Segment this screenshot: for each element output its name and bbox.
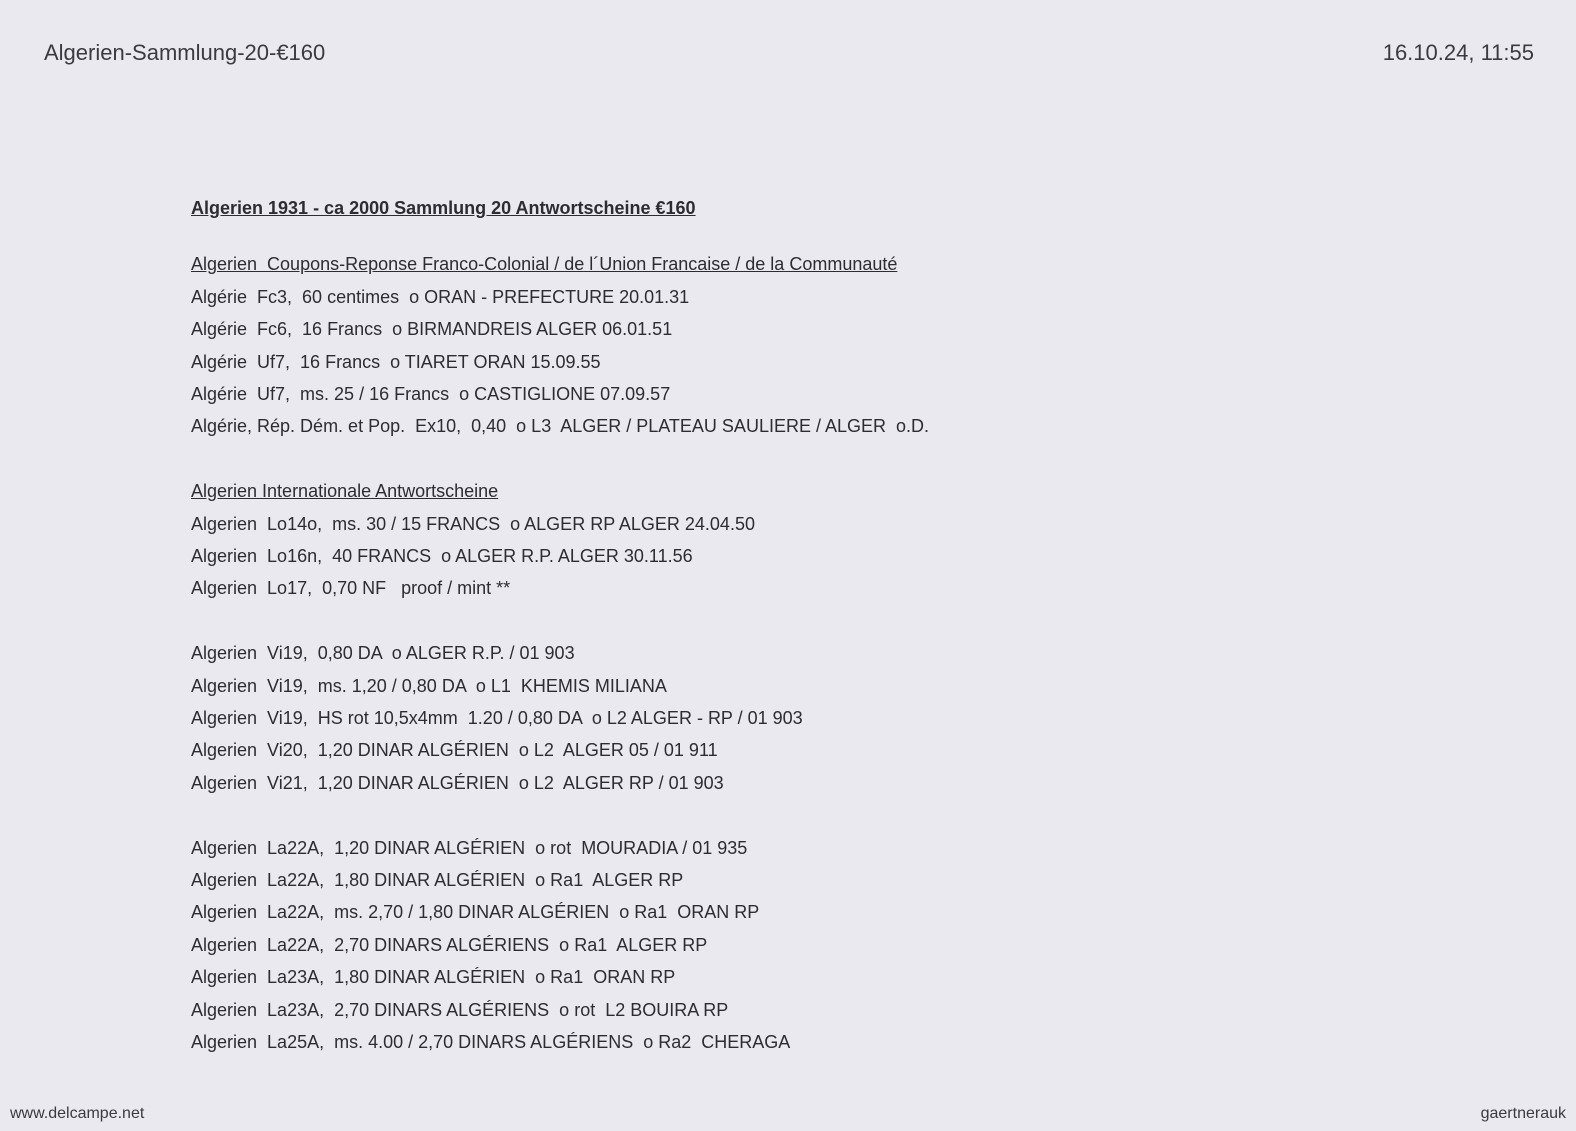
list-item: Algerien Vi19, HS rot 10,5x4mm 1.20 / 0,80 DA o L2 ALGER - RP / 01 903 bbox=[191, 708, 803, 729]
list-item: Algérie Fc3, 60 centimes o ORAN - PREFECTURE 20.01.31 bbox=[191, 286, 690, 307]
print-datetime: 16.10.24, 11:55 bbox=[1382, 40, 1534, 65]
list-item: Algérie, Rép. Dém. et Pop. Ex10, 0,40 o L3 ALGER / PLATEAU SAULIERE / ALGER o.D. bbox=[191, 416, 930, 437]
collection-description bbox=[191, 192, 1391, 1059]
seller-name: gaertnerauk bbox=[1480, 1105, 1566, 1122]
list-item: Algerien Vi21, 1,20 DINAR ALGÉRIEN o L2 ALGER RP / 01 903 bbox=[191, 772, 724, 793]
section-heading: Algerien Internationale Antwortscheine bbox=[191, 481, 499, 502]
list-item: Algerien La22A, 1,20 DINAR ALGÉRIEN o rot MOURADIA / 01 935 bbox=[191, 837, 748, 858]
list-item: Algerien La23A, 1,80 DINAR ALGÉRIEN o Ra1 ORAN RP bbox=[191, 967, 676, 988]
spacer bbox=[191, 605, 1391, 637]
list-item: Algerien La23A, 2,70 DINARS ALGÉRIENS o rot L2 BOUIRA RP bbox=[191, 999, 729, 1020]
list-item: Algerien La22A, ms. 2,70 / 1,80 DINAR ALGÉRIEN o Ra1 ORAN RP bbox=[191, 902, 760, 923]
footer bbox=[10, 1105, 1566, 1123]
list-item: Algerien Lo14o, ms. 30 / 15 FRANCS o ALGER RP ALGER 24.04.50 bbox=[191, 513, 755, 534]
section-lausanne bbox=[191, 832, 1391, 1059]
list-item: Algerien Lo17, 0,70 NF proof / mint ** bbox=[191, 578, 511, 599]
page-header bbox=[44, 38, 1534, 68]
source-site: www.delcampe.net bbox=[10, 1105, 145, 1122]
list-item: Algerien La25A, ms. 4.00 / 2,70 DINARS ALGÉRIENS o Ra2 CHERAGA bbox=[191, 1032, 791, 1053]
list-item: Algerien Vi19, ms. 1,20 / 0,80 DA o L1 KHEMIS MILIANA bbox=[191, 675, 667, 696]
list-item: Algerien La22A, 1,80 DINAR ALGÉRIEN o Ra1 ALGER RP bbox=[191, 870, 684, 891]
list-item: Algerien Vi19, 0,80 DA o ALGER R.P. / 01 903 bbox=[191, 643, 575, 664]
collection-title: Algerien 1931 - ca 2000 Sammlung 20 Antwortscheine €160 bbox=[191, 198, 696, 218]
document-title-header: Algerien-Sammlung-20-€160 bbox=[44, 40, 326, 65]
spacer bbox=[191, 443, 1391, 475]
spacer bbox=[191, 799, 1391, 831]
list-item: Algérie Fc6, 16 Francs o BIRMANDREIS ALGER 06.01.51 bbox=[191, 319, 673, 340]
list-item: Algérie Uf7, 16 Francs o TIARET ORAN 15.09.55 bbox=[191, 351, 601, 372]
list-item: Algerien Lo16n, 40 FRANCS o ALGER R.P. ALGER 30.11.56 bbox=[191, 546, 693, 567]
section-heading: Algerien Coupons-Reponse Franco-Colonial / de l´Union Francaise / de la Communauté bbox=[191, 254, 898, 275]
section-vienna bbox=[191, 637, 1391, 799]
section-franco-colonial bbox=[191, 248, 1391, 442]
list-item: Algérie Uf7, ms. 25 / 16 Francs o CASTIGLIONE 07.09.57 bbox=[191, 384, 671, 405]
list-item: Algerien La22A, 2,70 DINARS ALGÉRIENS o Ra1 ALGER RP bbox=[191, 934, 708, 955]
section-international bbox=[191, 475, 1391, 605]
list-item: Algerien Vi20, 1,20 DINAR ALGÉRIEN o L2 ALGER 05 / 01 911 bbox=[191, 740, 718, 761]
